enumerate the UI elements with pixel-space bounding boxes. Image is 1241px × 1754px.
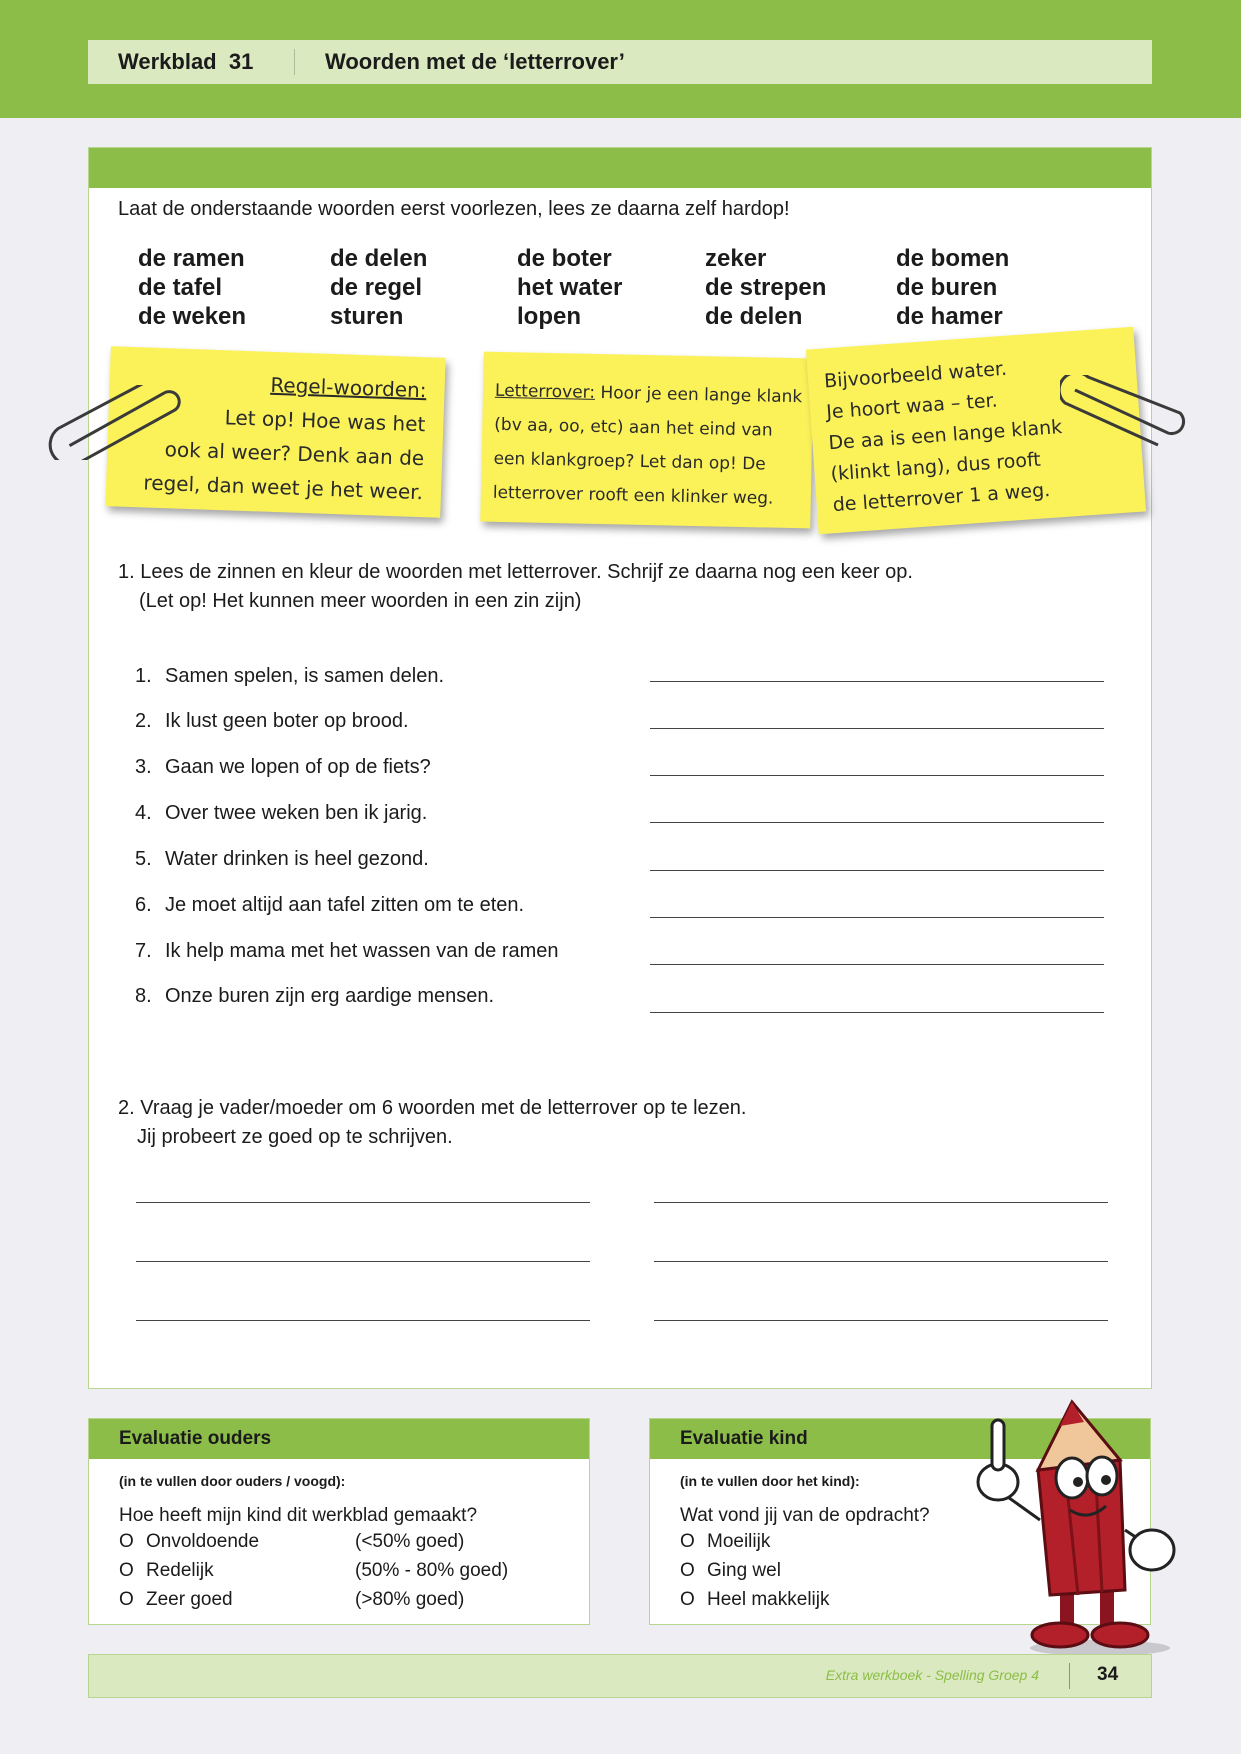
option-circle[interactable]: O: [680, 1560, 695, 1581]
note-title: Letterrover:: [494, 380, 596, 403]
page-number: 34: [1097, 1664, 1119, 1685]
evaluation-child-subtitle: (in te vullen door het kind):: [680, 1473, 860, 1489]
exercise-1-line1: 1. Lees de zinnen en kleur de woorden met letterrover. Schrijf ze daarna nog een keer op.: [118, 561, 913, 583]
evaluation-parents-question: Hoe heeft mijn kind dit werkblad gemaakt?: [119, 1505, 478, 1526]
writing-line[interactable]: [654, 1202, 1108, 1203]
evaluation-parents-subtitle: (in te vullen door ouders / voogd):: [119, 1473, 346, 1489]
sentence-number: 2.: [135, 710, 152, 732]
sentence-text: Gaan we lopen of op de fiets?: [165, 756, 431, 778]
sentence-number: 5.: [135, 848, 152, 870]
sentence-item: [135, 848, 429, 871]
note-line: (klinkt lang), dus rooft: [829, 448, 1042, 486]
sentence-number: 4.: [135, 802, 152, 824]
sentence-number: 7.: [135, 940, 152, 962]
note-title: Regel-woorden:: [270, 372, 427, 403]
answer-line[interactable]: [650, 775, 1104, 776]
sentence-item: [135, 802, 427, 825]
answer-line[interactable]: [650, 870, 1104, 871]
writing-line[interactable]: [136, 1261, 590, 1262]
option-circle[interactable]: O: [680, 1589, 695, 1610]
answer-line[interactable]: [650, 822, 1104, 823]
sentence-item: [135, 940, 559, 963]
word-item: de tafel: [138, 274, 223, 301]
evaluation-child-question: Wat vond jij van de opdracht?: [680, 1505, 930, 1526]
evaluation-parents-box: [88, 1418, 590, 1625]
word-item: lopen: [517, 303, 581, 330]
sentence-number: 3.: [135, 756, 152, 778]
sticky-note-letterrover: [480, 352, 813, 529]
note-line: letterrover rooft een klinker weg.: [492, 482, 774, 509]
option-circle[interactable]: O: [680, 1531, 695, 1552]
instruction-text: Laat de onderstaande woorden eerst voorlezen, lees ze daarna zelf hardop!: [118, 198, 790, 220]
sentence-text: Over twee weken ben ik jarig.: [165, 802, 428, 824]
sentence-number: 6.: [135, 894, 152, 916]
note-line: de letterrover 1 a weg.: [832, 479, 1051, 517]
word-item: het water: [517, 274, 623, 301]
pencil-mascot-icon: [960, 1390, 1200, 1660]
evaluation-parents-title: Evaluatie ouders: [89, 1419, 589, 1459]
footer-separator: [1069, 1663, 1070, 1689]
writing-line[interactable]: [654, 1261, 1108, 1262]
word-item: de hamer: [896, 303, 1003, 330]
paperclip-left-icon: [48, 385, 183, 460]
sentence-item: [135, 665, 444, 688]
word-column-2: [330, 244, 427, 331]
evaluation-option[interactable]: [119, 1527, 589, 1556]
word-column-5: [896, 244, 1009, 331]
word-item: de delen: [705, 303, 803, 330]
word-column-3: [517, 244, 622, 331]
sentence-text: Je moet altijd aan tafel zitten om te eten.: [165, 894, 525, 916]
word-item: de ramen: [138, 245, 245, 272]
sentence-item: [135, 756, 431, 779]
sentence-item: [135, 894, 524, 917]
exercise-2-instructions: [118, 1094, 747, 1152]
word-item: zeker: [705, 245, 767, 272]
evaluation-option[interactable]: [119, 1556, 589, 1585]
writing-line[interactable]: [136, 1202, 590, 1203]
option-label: Onvoldoende: [146, 1531, 260, 1552]
footer-text: Extra werkboek - Spelling Groep 4: [825, 1667, 1039, 1683]
note-line: regel, dan weet je het weer.: [143, 470, 424, 505]
option-label: Moeilijk: [707, 1531, 771, 1552]
note-line: Hoor je een lange klank: [594, 382, 803, 408]
paperclip-right-icon: [1060, 375, 1195, 450]
option-range: (<50% goed): [355, 1531, 465, 1552]
word-item: de delen: [330, 245, 428, 272]
note-line: Je hoort waa – ter.: [825, 389, 999, 424]
answer-line[interactable]: [650, 1012, 1104, 1013]
sentence-item: [135, 710, 409, 733]
option-label: Redelijk: [146, 1560, 214, 1581]
option-circle[interactable]: O: [119, 1531, 134, 1552]
sentence-text: Samen spelen, is samen delen.: [165, 665, 445, 687]
word-item: sturen: [330, 303, 404, 330]
exercise-2-line1: 2. Vraag je vader/moeder om 6 woorden met de letterrover op te lezen.: [118, 1097, 747, 1119]
sentence-number: 8.: [135, 985, 152, 1007]
evaluation-option[interactable]: [119, 1585, 589, 1614]
main-box-header: [89, 148, 1151, 188]
answer-line[interactable]: [650, 917, 1104, 918]
word-item: de bomen: [896, 245, 1010, 272]
page-title: Woorden met de ‘letterrover’: [325, 49, 625, 74]
exercise-1-instructions: [118, 558, 913, 616]
word-item: de strepen: [705, 274, 827, 301]
word-item: de buren: [896, 274, 998, 301]
werkblad-label: Werkblad 31: [118, 49, 254, 74]
exercise-2-line2: Jij probeert ze goed op te schrijven.: [137, 1126, 453, 1148]
word-item: de regel: [330, 274, 423, 301]
option-circle[interactable]: O: [119, 1560, 134, 1581]
word-item: de weken: [138, 303, 247, 330]
sentence-text: Water drinken is heel gezond.: [165, 848, 429, 870]
note-line: een klankgroep? Let dan op! De: [493, 448, 766, 475]
sentence-text: Onze buren zijn erg aardige mensen.: [165, 985, 495, 1007]
writing-line[interactable]: [136, 1320, 590, 1321]
note-line: De aa is een lange klank: [827, 416, 1063, 455]
option-label: Heel makkelijk: [707, 1589, 830, 1610]
evaluation-child-title: Evaluatie kind: [650, 1419, 1150, 1459]
option-circle[interactable]: O: [119, 1589, 134, 1610]
word-column-1: [138, 244, 246, 331]
title-separator: [294, 49, 295, 75]
note-line: Let op! Hoe was het: [224, 405, 426, 437]
option-range: (50% - 80% goed): [355, 1560, 509, 1581]
sentence-item: [135, 985, 494, 1008]
answer-line[interactable]: [650, 681, 1104, 682]
word-column-4: [705, 244, 826, 331]
note-line: (bv aa, oo, etc) aan het eind van: [494, 414, 773, 441]
footer-bar: [88, 1654, 1152, 1698]
exercise-1-line2: (Let op! Het kunnen meer woorden in een zin zijn): [139, 590, 582, 612]
word-item: de boter: [517, 245, 612, 272]
option-range: (>80% goed): [355, 1589, 465, 1610]
writing-line[interactable]: [654, 1320, 1108, 1321]
answer-line[interactable]: [650, 728, 1104, 729]
option-label: Zeer goed: [146, 1589, 233, 1610]
option-label: Ging wel: [707, 1560, 781, 1581]
sentence-text: Ik help mama met het wassen van de ramen: [165, 940, 559, 962]
note-line: Bijvoorbeeld water.: [823, 357, 1008, 393]
sentence-text: Ik lust geen boter op brood.: [165, 710, 409, 732]
title-bar: [88, 40, 1152, 84]
answer-line[interactable]: [650, 964, 1104, 965]
sentence-number: 1.: [135, 665, 152, 687]
note-line: ook al weer? Denk aan de: [164, 437, 425, 471]
